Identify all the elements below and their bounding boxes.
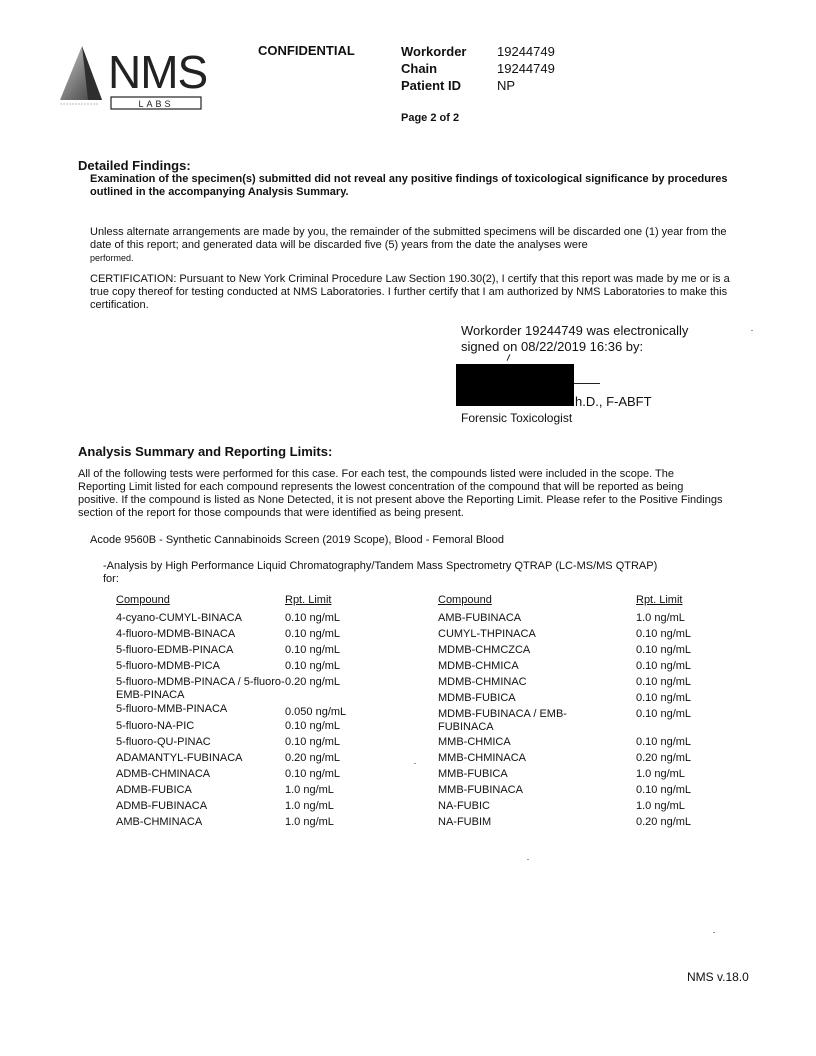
compound-name: MMB-CHMICA xyxy=(438,736,511,748)
compound-limit: 0.10 ng/mL xyxy=(636,736,692,748)
compound-name: MMB-FUBINACA xyxy=(438,784,523,796)
analysis-method: -Analysis by High Performance Liquid Chromatography/Tandem Mass Spectrometry QTRAP (LC-MS/MS QTRAP) for: xyxy=(103,560,658,585)
workorder-row xyxy=(401,43,555,60)
summary-text: All of the following tests were performed for this case. For each test, the compounds listed were included in the scope. The Reporting Limit listed for each compound represents the lowest concentration of the compound that will be reported as being positive. If the compound is listed as None Detected, it is not present above the Reporting Limit. Please refer to the Positive Findings section of the report for those compounds that were identified as being present. xyxy=(78,468,723,519)
redacted-signature xyxy=(456,364,574,406)
compound-limit: 1.0 ng/mL xyxy=(636,612,685,624)
header-limit-left: Rpt. Limit xyxy=(285,594,332,606)
page-number: Page 2 of 2 xyxy=(401,112,460,124)
compound-name: MDMB-FUBICA xyxy=(438,692,516,704)
retention-text: Unless alternate arrangements are made by you, the remainder of the submitted specimens will be discarded one (1) year from the date of this report; and generated data will be discarded five (5) years from the date the analyses were xyxy=(90,226,727,251)
compound-limit: 0.20 ng/mL xyxy=(285,752,341,764)
findings-text: Examination of the specimen(s) submitted did not reveal any positive findings of toxicological significance by procedures outlined in the accompanying Analysis Summary. xyxy=(90,173,728,198)
svg-text:NMS: NMS xyxy=(108,46,208,98)
certification-paragraph: CERTIFICATION: Pursuant to New York Criminal Procedure Law Section 190.30(2), I certify that this report was made by me or is a true copy thereof for testing conducted at NMS Laboratories. I further certify that I am authorized by NMS Laboratories to make this certification. xyxy=(90,273,730,311)
compound-name: CUMYL-THPINACA xyxy=(438,628,536,640)
signature-line-2: signed on 08/22/2019 16:36 by: xyxy=(461,339,644,354)
compound-limit: 0.10 ng/mL xyxy=(636,628,692,640)
compound-limit: 1.0 ng/mL xyxy=(636,800,685,812)
compound-name: MDMB-CHMCZCA xyxy=(438,644,531,656)
confidential-label: CONFIDENTIAL xyxy=(258,43,355,58)
compound-name: AMB-FUBINACA xyxy=(438,612,522,624)
signer-credentials: h.D., F-ABFT xyxy=(575,394,652,409)
scan-speck xyxy=(527,859,529,860)
compound-name: 5-fluoro-MDMB-PINACA / 5-fluoro-EMB-PINACA xyxy=(116,676,285,701)
scan-speck xyxy=(751,330,753,331)
acode-line: Acode 9560B - Synthetic Cannabinoids Screen (2019 Scope), Blood - Femoral Blood xyxy=(90,534,504,546)
compound-limit: 0.20 ng/mL xyxy=(636,816,692,828)
field-label: Patient ID xyxy=(401,78,461,93)
compound-limit: 0.10 ng/mL xyxy=(636,676,692,688)
header-fields xyxy=(401,43,555,94)
compound-name: AMB-CHMINACA xyxy=(116,816,203,828)
compound-limit: 0.10 ng/mL xyxy=(636,784,692,796)
compound-name: 5-fluoro-QU-PINAC xyxy=(116,736,211,748)
compound-limit: 1.0 ng/mL xyxy=(636,768,685,780)
signature-mark xyxy=(507,354,511,361)
retention-paragraph xyxy=(90,226,730,265)
compound-limit: 1.0 ng/mL xyxy=(285,784,334,796)
compound-name: 5-fluoro-MMB-PINACA xyxy=(116,703,228,715)
compound-name: MDMB-CHMINAC xyxy=(438,676,527,688)
compound-limit: 0.10 ng/mL xyxy=(285,736,341,748)
compound-name: NA-FUBIC xyxy=(438,800,490,812)
compound-limit: 1.0 ng/mL xyxy=(285,800,334,812)
compound-name: 4-cyano-CUMYL-BINACA xyxy=(116,612,242,624)
compound-name: MMB-CHMINACA xyxy=(438,752,526,764)
compound-name: 5-fluoro-EDMB-PINACA xyxy=(116,644,234,656)
summary-heading: Analysis Summary and Reporting Limits: xyxy=(78,444,333,459)
compound-limit: 0.20 ng/mL xyxy=(285,676,341,688)
compound-limit: 0.20 ng/mL xyxy=(636,752,692,764)
compound-name: NA-FUBIM xyxy=(438,816,492,828)
compound-limit: 0.10 ng/mL xyxy=(636,644,692,656)
compound-name: MDMB-FUBINACA / EMB-FUBINACA xyxy=(438,708,567,733)
compound-name: MDMB-CHMICA xyxy=(438,660,519,672)
compound-limit: 1.0 ng/mL xyxy=(285,816,334,828)
svg-text:LABS: LABS xyxy=(138,99,174,109)
compound-limit: 0.050 ng/mL xyxy=(285,706,347,718)
compound-name: 5-fluoro-NA-PIC xyxy=(116,720,195,732)
compound-name: ADAMANTYL-FUBINACA xyxy=(116,752,243,764)
signature-line-1: Workorder 19244749 was electronically xyxy=(461,323,689,338)
compound-limit: 0.10 ng/mL xyxy=(285,612,341,624)
compound-name: MMB-FUBICA xyxy=(438,768,508,780)
compound-limit: 0.10 ng/mL xyxy=(285,720,341,732)
version-footer: NMS v.18.0 xyxy=(687,970,749,984)
chain-row xyxy=(401,60,555,77)
header-limit-right: Rpt. Limit xyxy=(636,594,683,606)
compound-name: 4-fluoro-MDMB-BINACA xyxy=(116,628,236,640)
signer-role: Forensic Toxicologist xyxy=(461,411,573,425)
field-value: NP xyxy=(497,78,516,93)
compound-name: 5-fluoro-MDMB-PICA xyxy=(116,660,220,672)
field-value: 19244749 xyxy=(497,61,555,76)
retention-tail: performed. xyxy=(90,253,134,263)
header-compound-right: Compound xyxy=(438,594,492,606)
compound-limit: 0.10 ng/mL xyxy=(285,660,341,672)
nms-labs-logo xyxy=(58,40,208,112)
field-value: 19244749 xyxy=(497,44,555,59)
field-label: Chain xyxy=(401,61,438,76)
compound-limit: 0.10 ng/mL xyxy=(636,708,692,720)
findings-heading: Detailed Findings: xyxy=(78,158,191,173)
patient-id-row xyxy=(401,77,555,94)
compound-name: ADMB-CHMINACA xyxy=(116,768,211,780)
compound-name: ADMB-FUBICA xyxy=(116,784,192,796)
compound-name: ADMB-FUBINACA xyxy=(116,800,208,812)
compound-limit: 0.10 ng/mL xyxy=(285,768,341,780)
scan-speck xyxy=(713,932,715,933)
compound-limit: 0.10 ng/mL xyxy=(636,692,692,704)
signature-line xyxy=(574,383,600,384)
scan-speck xyxy=(414,763,416,764)
compound-limit: 0.10 ng/mL xyxy=(636,660,692,672)
header-compound-left: Compound xyxy=(116,594,170,606)
signature-statement xyxy=(461,323,688,355)
compound-limit: 0.10 ng/mL xyxy=(285,644,341,656)
field-label: Workorder xyxy=(401,44,467,59)
compound-limit: 0.10 ng/mL xyxy=(285,628,341,640)
